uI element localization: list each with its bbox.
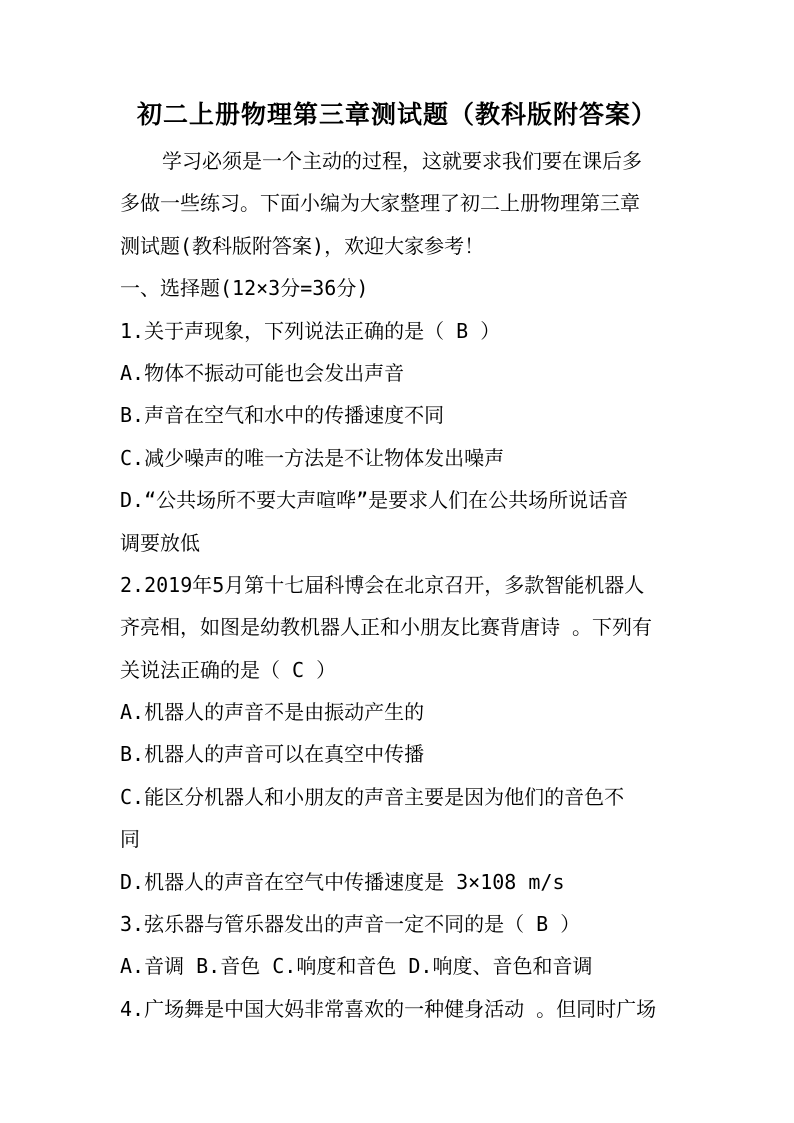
question-stem: 1.关于声现象，下列说法正确的是（ B ）	[120, 318, 501, 343]
question-stem-continuation: 关说法正确的是（ C ）	[120, 657, 337, 682]
question-option: B.声音在空气和水中的传播速度不同	[120, 403, 445, 428]
question-stem: 3.弦乐器与管乐器发出的声音一定不同的是（ B ）	[120, 912, 581, 937]
question-stem: 4.广场舞是中国大妈非常喜欢的一种健身活动 。但同时广场	[120, 996, 657, 1021]
question-option-continuation: 调要放低	[120, 530, 200, 555]
section-heading: 一、选择题(12×3分=36分)	[120, 276, 369, 301]
question-option: A.音调 B.音色 C.响度和音色 D.响度、音色和音调	[120, 954, 593, 979]
document-title: 初二上册物理第三章测试题（教科版附答案）	[136, 100, 657, 129]
question-option: B.机器人的声音可以在真空中传播	[120, 742, 425, 767]
question-option: D.机器人的声音在空气中传播速度是 3×108 m/s	[120, 869, 565, 894]
intro-line: 测试题(教科版附答案)，欢迎大家参考！	[120, 233, 485, 258]
question-option: A.物体不振动可能也会发出声音	[120, 360, 405, 385]
question-stem: 2.2019年5月第十七届科博会在北京召开，多款智能机器人	[120, 572, 645, 597]
intro-line: 学习必须是一个主动的过程，这就要求我们要在课后多	[162, 149, 642, 173]
question-option: D.“公共场所不要大声喧哗”是要求人们在公共场所说话音	[120, 488, 629, 513]
question-stem-continuation: 齐亮相，如图是幼教机器人正和小朋友比赛背唐诗 。下列有	[120, 615, 653, 640]
intro-line: 多做一些练习。下面小编为大家整理了初二上册物理第三章	[120, 191, 640, 216]
question-option: A.机器人的声音不是由振动产生的	[120, 700, 425, 725]
document-body	[120, 140, 676, 1030]
question-option: C.能区分机器人和小朋友的声音主要是因为他们的音色不	[120, 784, 625, 809]
question-option-continuation: 同	[120, 827, 140, 852]
question-option: C.减少噪声的唯一方法是不让物体发出噪声	[120, 445, 505, 470]
